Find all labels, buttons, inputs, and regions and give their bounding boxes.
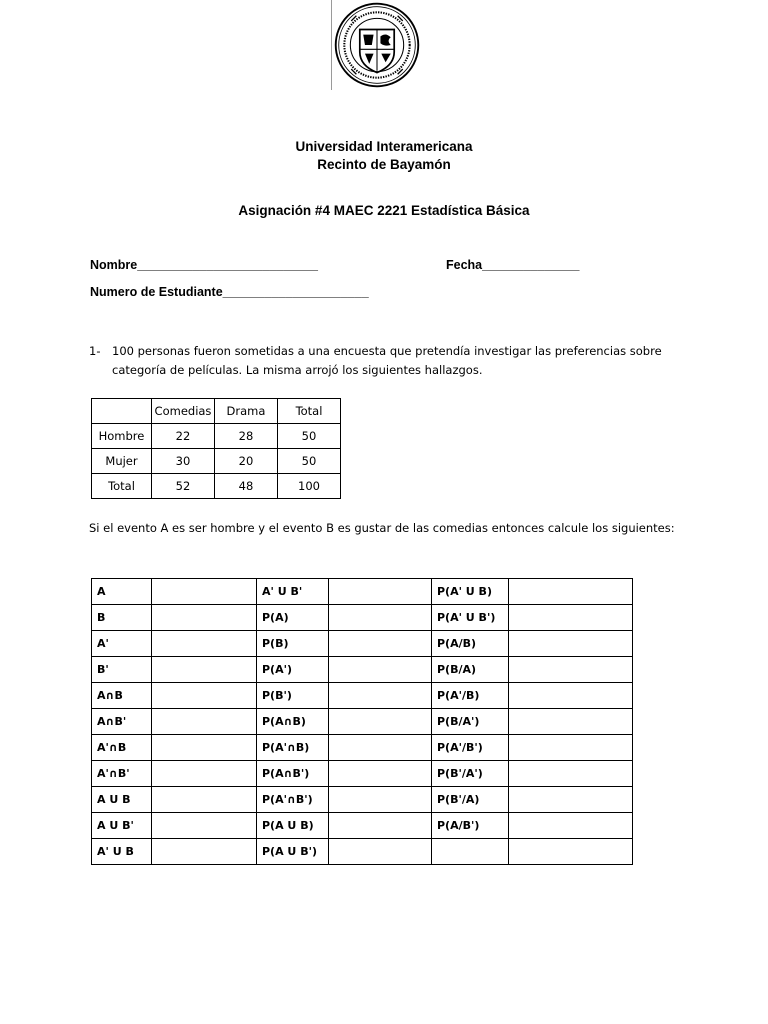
events-row — [92, 605, 633, 631]
events-row — [92, 787, 633, 813]
event-label-cell: A'∩B — [92, 735, 152, 761]
survey-cell: 30 — [152, 449, 215, 474]
date-label: Fecha — [446, 258, 483, 272]
answer-cell[interactable] — [329, 735, 432, 761]
events-table — [91, 578, 633, 865]
events-row — [92, 683, 633, 709]
survey-cell: Total — [92, 474, 152, 499]
answer-cell[interactable] — [152, 605, 257, 631]
event-label-cell: P(B) — [257, 631, 329, 657]
answer-cell[interactable] — [509, 735, 633, 761]
answer-cell[interactable] — [329, 683, 432, 709]
survey-cell: 52 — [152, 474, 215, 499]
event-label-cell: B — [92, 605, 152, 631]
answer-cell[interactable] — [152, 683, 257, 709]
answer-cell[interactable] — [329, 839, 432, 865]
answer-cell[interactable] — [509, 761, 633, 787]
answer-cell[interactable] — [509, 787, 633, 813]
event-label-cell: A' — [92, 631, 152, 657]
event-label-cell: A — [92, 579, 152, 605]
answer-cell[interactable] — [329, 631, 432, 657]
event-label-cell: B' — [92, 657, 152, 683]
events-row — [92, 631, 633, 657]
event-label-cell: P(A U B) — [257, 813, 329, 839]
event-label-cell: P(A/B) — [432, 631, 509, 657]
answer-cell[interactable] — [509, 683, 633, 709]
name-field — [90, 258, 318, 272]
university-name: Universidad Interamericana — [295, 139, 473, 154]
survey-cell: 100 — [278, 474, 341, 499]
event-label-cell: A U B' — [92, 813, 152, 839]
date-field — [446, 258, 579, 272]
answer-cell[interactable] — [152, 709, 257, 735]
event-label-cell: A U B — [92, 787, 152, 813]
header-divider — [331, 0, 332, 90]
survey-header-cell: Total — [278, 399, 341, 424]
answer-cell[interactable] — [329, 657, 432, 683]
event-label-cell: P(B'/A') — [432, 761, 509, 787]
event-label-cell: P(A∩B) — [257, 709, 329, 735]
answer-cell[interactable] — [329, 579, 432, 605]
event-label-cell: P(A∩B') — [257, 761, 329, 787]
survey-cell: 28 — [215, 424, 278, 449]
event-label-cell: P(A) — [257, 605, 329, 631]
event-label-cell: P(A U B') — [257, 839, 329, 865]
event-label-cell: P(B'/A) — [432, 787, 509, 813]
answer-cell[interactable] — [509, 605, 633, 631]
answer-cell[interactable] — [329, 787, 432, 813]
survey-cell: 22 — [152, 424, 215, 449]
event-label-cell: A∩B' — [92, 709, 152, 735]
events-row — [92, 761, 633, 787]
answer-cell[interactable] — [329, 605, 432, 631]
question-line-1: 100 personas fueron sometidas a una encuesta que pretendía investigar las preferencias sobre — [112, 344, 662, 358]
answer-cell[interactable] — [329, 709, 432, 735]
answer-cell[interactable] — [509, 709, 633, 735]
university-seal-logo — [334, 2, 420, 88]
answer-cell[interactable] — [329, 761, 432, 787]
survey-cell: 20 — [215, 449, 278, 474]
event-label-cell: P(A') — [257, 657, 329, 683]
question-text — [112, 342, 672, 380]
events-row — [92, 579, 633, 605]
survey-header-cell — [92, 399, 152, 424]
answer-cell[interactable] — [152, 761, 257, 787]
survey-header-cell: Comedias — [152, 399, 215, 424]
survey-header-row — [92, 399, 341, 424]
survey-header-cell: Drama — [215, 399, 278, 424]
instruction-text: Si el evento A es ser hombre y el evento B es gustar de las comedias entonces calcule los siguientes: — [89, 521, 675, 535]
event-label-cell: P(A' U B') — [432, 605, 509, 631]
answer-cell[interactable] — [509, 579, 633, 605]
event-label-cell: P(A'∩B) — [257, 735, 329, 761]
question-number: 1- — [89, 344, 101, 358]
name-label: Nombre — [90, 258, 138, 272]
name-line: __________________________ — [137, 258, 318, 272]
assignment-title: Asignación #4 MAEC 2221 Estadística Básica — [238, 203, 530, 218]
survey-cell: 48 — [215, 474, 278, 499]
events-row — [92, 735, 633, 761]
answer-cell[interactable] — [509, 839, 633, 865]
events-row — [92, 839, 633, 865]
event-label-cell: P(A' U B) — [432, 579, 509, 605]
date-line: ______________ — [482, 258, 580, 272]
event-label-cell: P(B/A') — [432, 709, 509, 735]
answer-cell[interactable] — [152, 813, 257, 839]
answer-cell[interactable] — [509, 657, 633, 683]
answer-cell[interactable] — [152, 787, 257, 813]
event-label-cell: A' U B — [92, 839, 152, 865]
event-label-cell: P(B/A) — [432, 657, 509, 683]
events-row — [92, 657, 633, 683]
survey-row — [92, 424, 341, 449]
answer-cell[interactable] — [152, 735, 257, 761]
survey-row — [92, 449, 341, 474]
survey-cell: Mujer — [92, 449, 152, 474]
events-row — [92, 709, 633, 735]
event-label-cell: P(A'/B') — [432, 735, 509, 761]
student-number-line: _____________________ — [222, 285, 369, 299]
events-row — [92, 813, 633, 839]
campus-name: Recinto de Bayamón — [317, 157, 451, 172]
answer-cell[interactable] — [509, 813, 633, 839]
survey-cell: 50 — [278, 424, 341, 449]
survey-cell: 50 — [278, 449, 341, 474]
event-label-cell: P(A'∩B') — [257, 787, 329, 813]
answer-cell[interactable] — [152, 631, 257, 657]
event-label-cell: P(B') — [257, 683, 329, 709]
answer-cell[interactable] — [152, 839, 257, 865]
answer-cell[interactable] — [152, 657, 257, 683]
event-label-cell: P(A/B') — [432, 813, 509, 839]
answer-cell[interactable] — [329, 813, 432, 839]
event-label-cell: P(A'/B) — [432, 683, 509, 709]
student-number-label: Numero de Estudiante — [90, 285, 223, 299]
survey-cell: Hombre — [92, 424, 152, 449]
event-label-cell — [432, 839, 509, 865]
answer-cell[interactable] — [152, 579, 257, 605]
survey-table — [91, 398, 341, 499]
event-label-cell: A'∩B' — [92, 761, 152, 787]
survey-row — [92, 474, 341, 499]
answer-cell[interactable] — [509, 631, 633, 657]
event-label-cell: A' U B' — [257, 579, 329, 605]
question-line-2: categoría de películas. La misma arrojó los siguientes hallazgos. — [112, 363, 483, 377]
event-label-cell: A∩B — [92, 683, 152, 709]
student-number-field — [90, 285, 369, 299]
